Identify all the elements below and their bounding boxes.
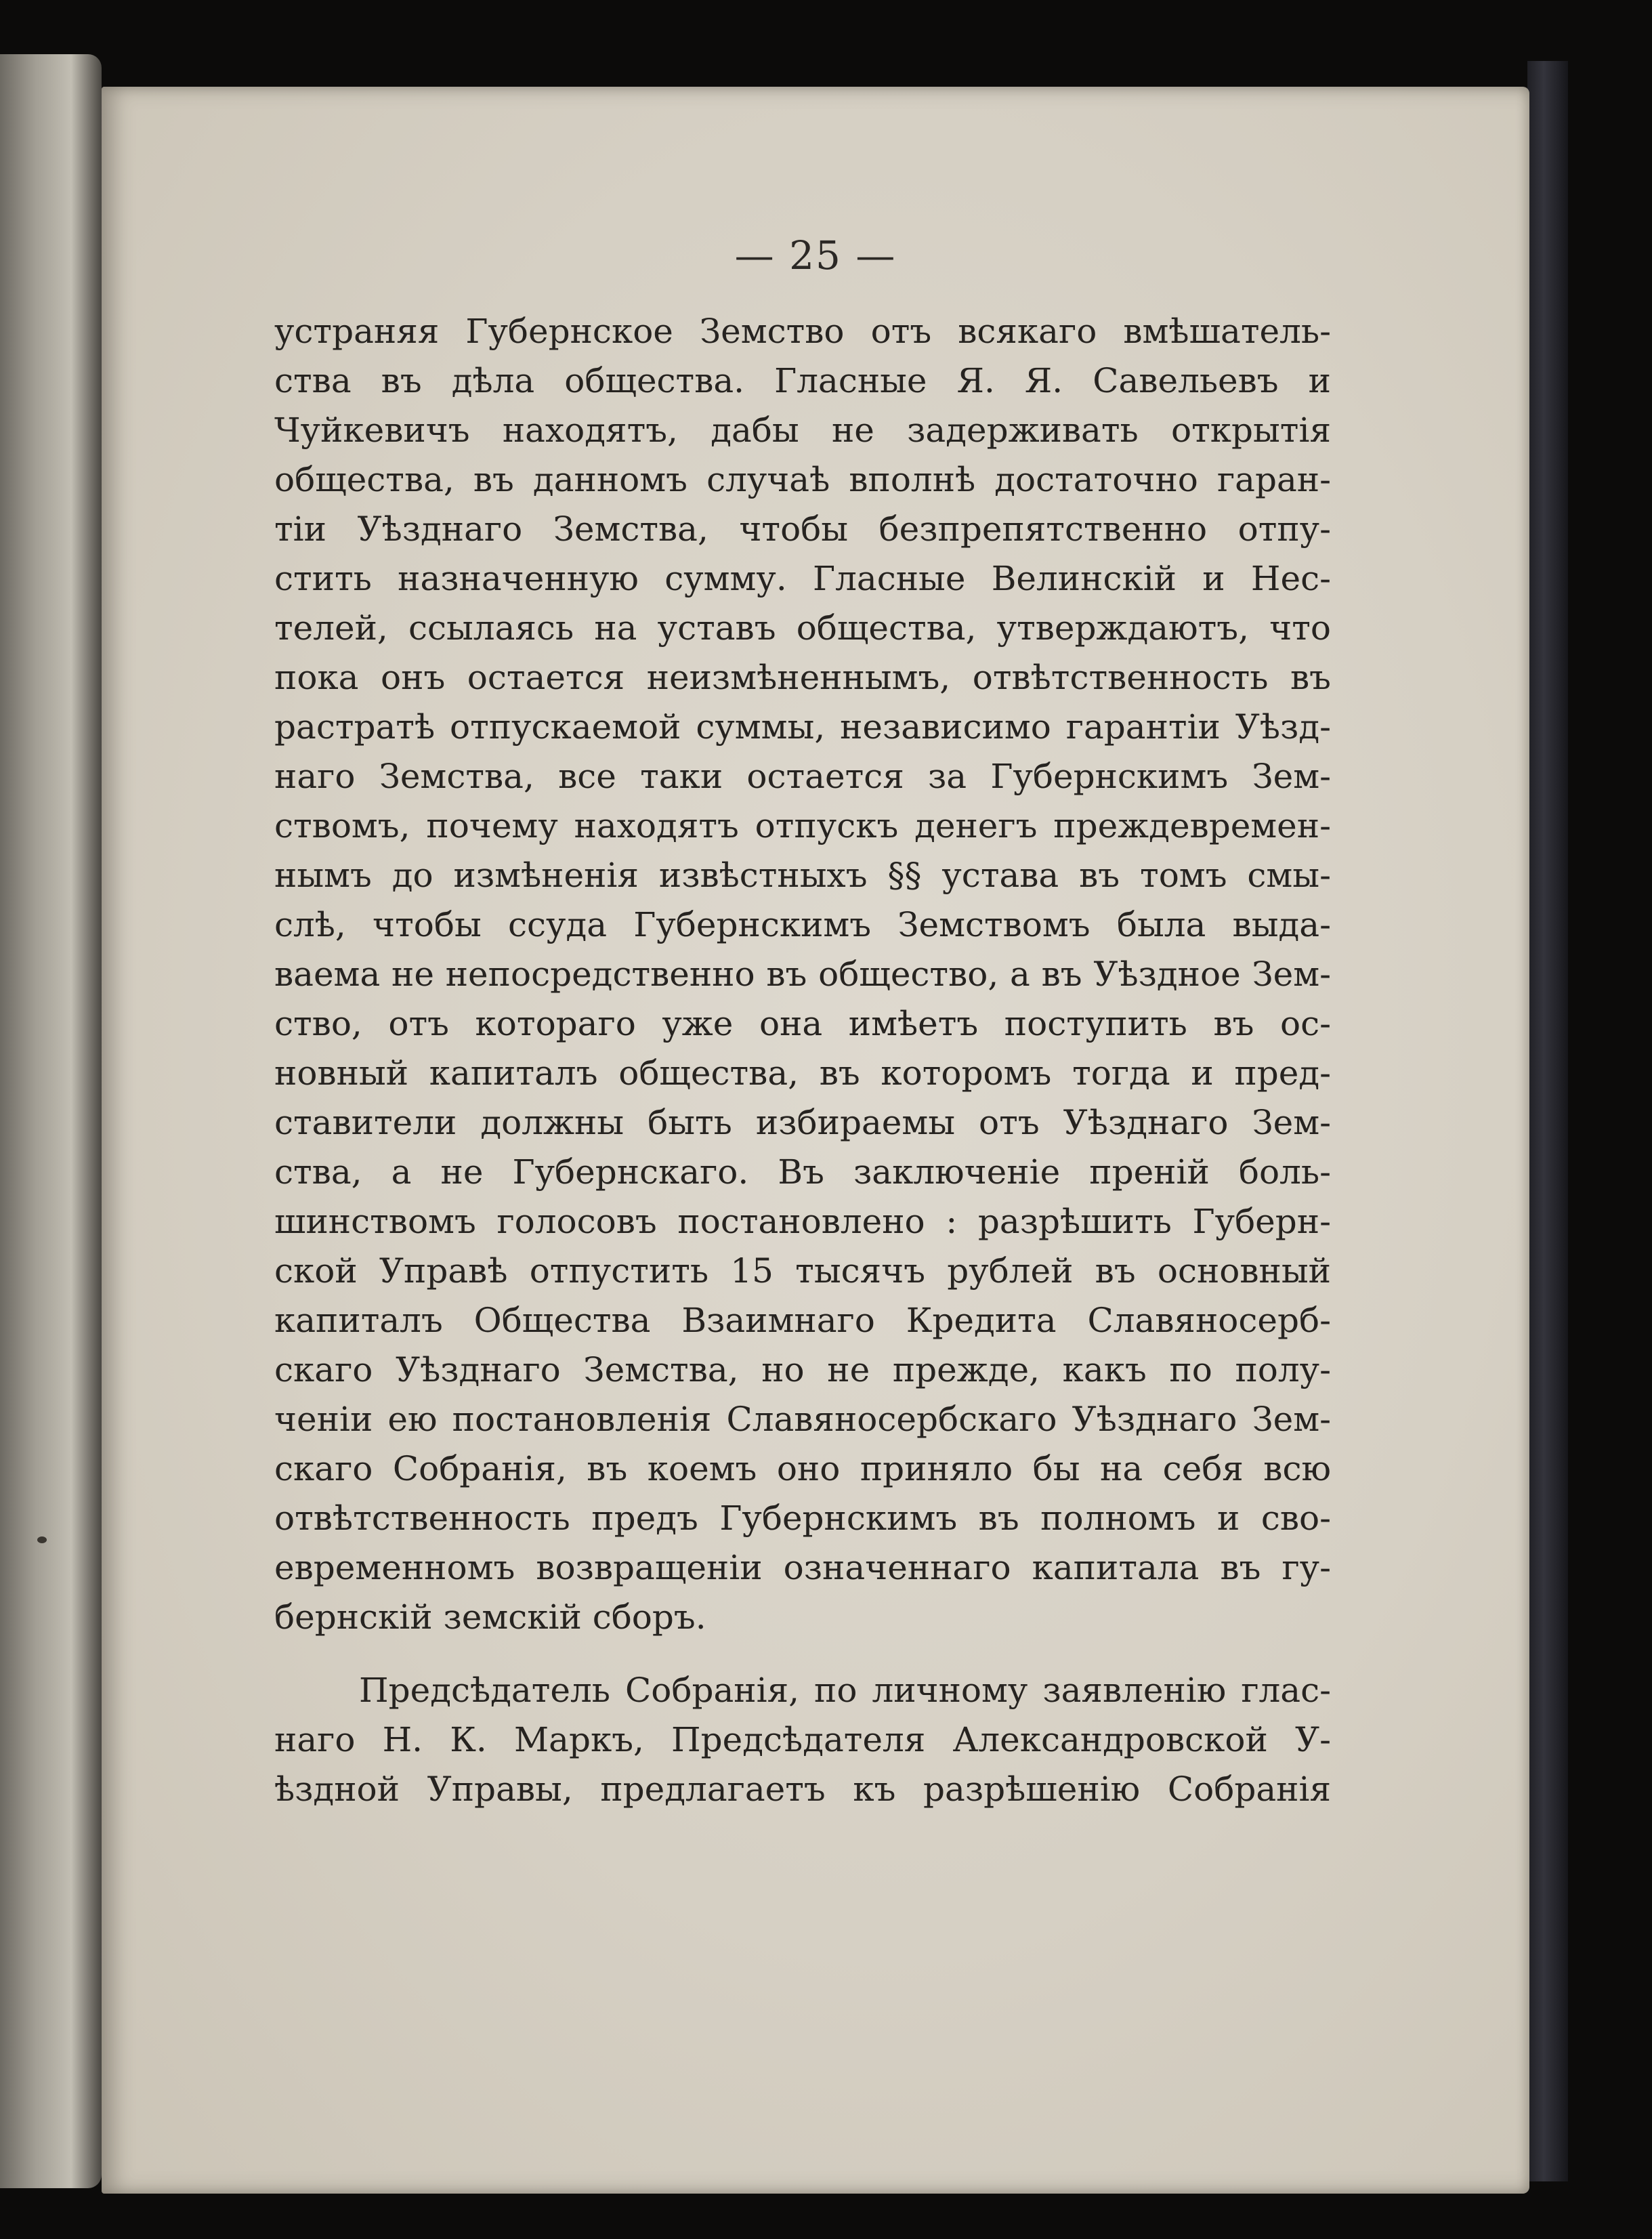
text-line: наго Земства, все таки остается за Губернскимъ Зем-	[274, 757, 1331, 796]
text-line: тіи Уѣзднаго Земства, чтобы безпрепятственно отпу-	[274, 509, 1331, 549]
text-line: капиталъ Общества Взаимнаго Кредита Славяносерб-	[274, 1301, 1331, 1340]
text-line: евременномъ возвращеніи означеннаго капитала въ гу-	[274, 1548, 1331, 1587]
text-line: слѣ, чтобы ссуда Губернскимъ Земствомъ была выда-	[274, 905, 1331, 944]
text-line: скаго Уѣзднаго Земства, но не прежде, какъ по полу-	[274, 1350, 1331, 1389]
text-line: ѣздной Управы, предлагаетъ къ разрѣшенію Собранія	[274, 1770, 1331, 1809]
text-line: телей, ссылаясь на уставъ общества, утверждаютъ, что	[274, 608, 1331, 648]
text-line: новный капиталъ общества, въ которомъ тогда и пред-	[274, 1053, 1331, 1093]
text-line: ставители должны быть избираемы отъ Уѣзднаго Зем-	[274, 1103, 1331, 1142]
text-line: стить назначенную сумму. Гласные Велинскій и Нес-	[274, 559, 1331, 598]
text-line: ваема не непосредственно въ общество, а въ Уѣздное Зем-	[274, 955, 1331, 994]
text-line: общества, въ данномъ случаѣ вполнѣ достаточно гаран-	[274, 460, 1331, 499]
paragraph-1	[274, 307, 1331, 1642]
text-line: ствомъ, почему находятъ отпускъ денегъ преждевремен-	[274, 806, 1331, 845]
text-line: отвѣтственность предъ Губернскимъ въ полномъ и сво-	[274, 1499, 1331, 1538]
text-line: растратѣ отпускаемой суммы, независимо гарантіи Уѣзд-	[274, 707, 1331, 747]
book-binding	[1527, 61, 1568, 2181]
paragraph-2	[274, 1666, 1331, 1814]
page-number: — 25 —	[734, 232, 897, 278]
text-line: ченіи ею постановленія Славяносербскаго Уѣзднаго Зем-	[274, 1400, 1331, 1439]
text-line: нымъ до измѣненія извѣстныхъ §§ устава въ томъ смы-	[274, 856, 1331, 895]
text-line: пока онъ остается неизмѣненнымъ, отвѣтственность въ	[274, 658, 1331, 697]
body-text	[274, 307, 1331, 1814]
text-line: устраняя Губернское Земство отъ всякаго вмѣшатель-	[274, 312, 1331, 351]
text-line: ства въ дѣла общества. Гласные Я. Я. Савельевъ и	[274, 361, 1331, 400]
text-line: ской Управѣ отпустить 15 тысячъ рублей въ основный	[274, 1251, 1331, 1291]
book-page	[102, 87, 1529, 2194]
text-line: наго Н. К. Маркъ, Предсѣдателя Александровской У-	[274, 1720, 1331, 1759]
text-line: Предсѣдатель Собранія, по личному заявленію глас-	[359, 1671, 1331, 1710]
text-line: бернскій земскій сборъ.	[274, 1597, 706, 1637]
ink-blot	[37, 1536, 47, 1543]
text-line: ство, отъ котораго уже она имѣетъ поступить въ ос-	[274, 1004, 1331, 1043]
text-line: шинствомъ голосовъ постановлено : разрѣшить Губерн-	[274, 1202, 1331, 1241]
paragraph-gap	[274, 1642, 1331, 1666]
facing-page-edge	[0, 54, 102, 2188]
text-line: скаго Собранія, въ коемъ оно приняло бы на себя всю	[274, 1449, 1331, 1488]
text-line: ства, а не Губернскаго. Въ заключеніе преній боль-	[274, 1152, 1331, 1192]
text-line: Чуйкевичъ находятъ, дабы не задерживать открытія	[274, 411, 1331, 450]
